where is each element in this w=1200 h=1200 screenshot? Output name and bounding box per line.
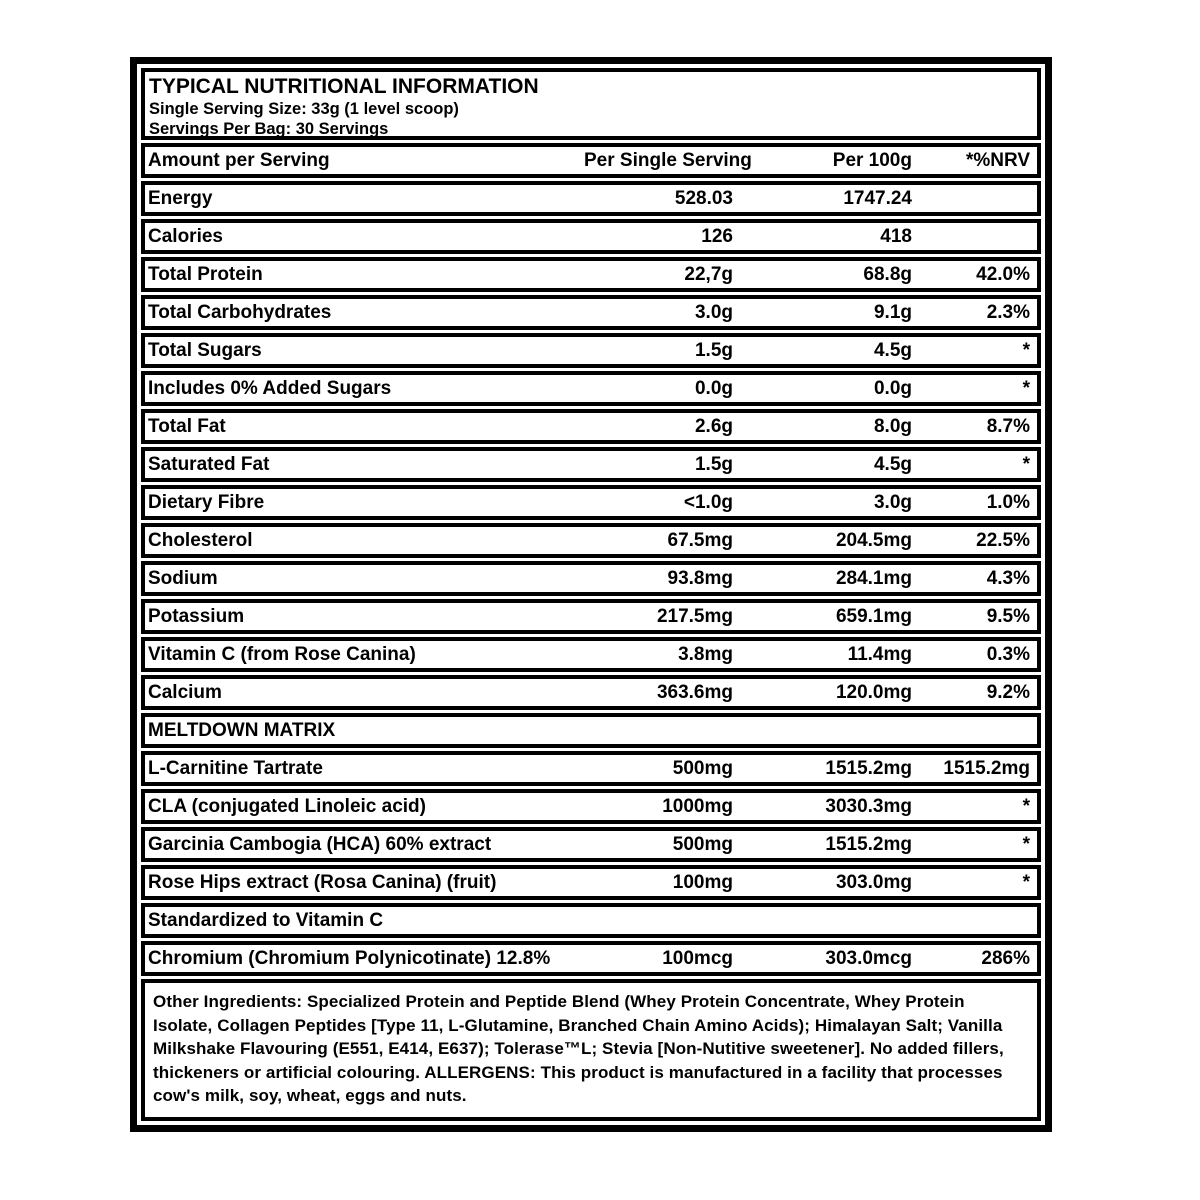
row-label: L-Carnitine Tartrate xyxy=(148,757,323,779)
row-per-100g-value: 0.0g xyxy=(873,377,912,399)
row-nrv-value: * xyxy=(1022,377,1030,399)
row-per-serving-value: 3.8mg xyxy=(678,643,733,665)
row-per-serving-value: 93.8mg xyxy=(667,567,733,589)
row-label: Saturated Fat xyxy=(148,453,270,475)
table-column-headers xyxy=(141,143,1041,178)
row-nrv-value: 9.5% xyxy=(986,605,1030,627)
table-row xyxy=(141,409,1041,444)
row-per-serving-value: 500mg xyxy=(672,757,733,779)
table-row xyxy=(141,751,1041,786)
row-per-serving-value: 100mcg xyxy=(662,947,733,969)
nutrition-label xyxy=(130,57,1052,1132)
row-label: Calories xyxy=(148,225,223,247)
row-nrv-value: 42.0% xyxy=(976,263,1030,285)
row-label: Sodium xyxy=(148,567,218,589)
row-nrv-value: 1.0% xyxy=(986,491,1030,513)
row-nrv-value: 8.7% xyxy=(986,415,1030,437)
column-header-per-100g: Per 100g xyxy=(832,149,912,171)
row-per-serving-value: 3.0g xyxy=(694,301,733,323)
section-label: MELTDOWN MATRIX xyxy=(148,719,336,741)
section-label: Standardized to Vitamin C xyxy=(148,909,384,931)
row-nrv-value: * xyxy=(1022,795,1030,817)
table-section-row xyxy=(141,903,1041,938)
row-per-100g-value: 303.0mcg xyxy=(825,947,912,969)
row-label: Rose Hips extract (Rosa Canina) (fruit) xyxy=(148,871,497,893)
row-nrv-value: 286% xyxy=(981,947,1030,969)
row-per-serving-value: 126 xyxy=(701,225,733,247)
row-per-100g-value: 9.1g xyxy=(873,301,912,323)
table-row xyxy=(141,257,1041,292)
row-per-serving-value: 1000mg xyxy=(662,795,733,817)
table-row xyxy=(141,561,1041,596)
row-per-100g-value: 11.4mg xyxy=(847,643,912,665)
row-nrv-value: * xyxy=(1022,453,1030,475)
table-row xyxy=(141,865,1041,900)
table-row xyxy=(141,447,1041,482)
table-row xyxy=(141,219,1041,254)
row-per-100g-value: 284.1mg xyxy=(835,567,912,589)
row-per-serving-value: 100mg xyxy=(672,871,733,893)
row-nrv-value: 0.3% xyxy=(986,643,1030,665)
row-label: Dietary Fibre xyxy=(148,491,265,513)
table-row xyxy=(141,675,1041,710)
label-title: TYPICAL NUTRITIONAL INFORMATION xyxy=(149,75,539,98)
row-nrv-value: * xyxy=(1022,871,1030,893)
row-nrv-value: 4.3% xyxy=(986,567,1030,589)
row-nrv-value: 22.5% xyxy=(976,529,1030,551)
row-nrv-value: 1515.2mg xyxy=(943,757,1030,779)
row-per-100g-value: 303.0mg xyxy=(835,871,912,893)
other-ingredients-text: Other Ingredients: Specialized Protein and Peptide Blend (Whey Protein Concentrate, Whey Protein Isolate, Collagen Peptides [Type 11, L-Glutamine, Branched Chain Amino Acids); Himalayan Salt; Vanilla Milkshake Flavouring (E551, E414, E637); Tolerase™L; Stevia [Non-Nutitive sweetener]. No added fillers, thickeners or artificial colouring. ALLERGENS: This product is manufactured in a facility that processes cow's milk, soy, wheat, eggs and nuts. xyxy=(153,992,1004,1105)
row-per-100g-value: 8.0g xyxy=(873,415,912,437)
row-label: Garcinia Cambogia (HCA) 60% extract xyxy=(148,833,492,855)
row-label: Energy xyxy=(148,187,213,209)
label-header xyxy=(141,68,1041,140)
row-per-serving-value: 0.0g xyxy=(694,377,733,399)
table-row xyxy=(141,827,1041,862)
table-row xyxy=(141,941,1041,976)
row-label: Calcium xyxy=(148,681,222,703)
column-header-per-serving: Per Single Serving xyxy=(584,149,752,171)
table-row xyxy=(141,789,1041,824)
row-per-serving-value: 1.5g xyxy=(694,339,733,361)
row-per-100g-value: 1515.2mg xyxy=(825,833,912,855)
row-label: Total Protein xyxy=(148,263,263,285)
row-label: Chromium (Chromium Polynicotinate) 12.8% xyxy=(148,947,551,969)
row-per-100g-value: 4.5g xyxy=(873,339,912,361)
table-section-row xyxy=(141,713,1041,748)
row-per-serving-value: 363.6mg xyxy=(656,681,733,703)
row-label: Total Carbohydrates xyxy=(148,301,332,323)
row-per-serving-value: 217.5mg xyxy=(656,605,733,627)
row-per-serving-value: 1.5g xyxy=(694,453,733,475)
row-nrv-value: * xyxy=(1022,339,1030,361)
column-header-nrv: *%NRV xyxy=(965,149,1030,171)
row-label: Potassium xyxy=(148,605,245,627)
table-row xyxy=(141,333,1041,368)
row-nrv-value: * xyxy=(1022,833,1030,855)
row-per-100g-value: 204.5mg xyxy=(835,529,912,551)
row-per-100g-value: 3030.3mg xyxy=(825,795,912,817)
serving-size-line: Single Serving Size: 33g (1 level scoop) xyxy=(149,100,459,118)
table-row xyxy=(141,181,1041,216)
table-row xyxy=(141,523,1041,558)
row-per-100g-value: 659.1mg xyxy=(835,605,912,627)
row-per-serving-value: 500mg xyxy=(672,833,733,855)
row-per-100g-value: 1515.2mg xyxy=(825,757,912,779)
row-per-100g-value: 418 xyxy=(880,225,912,247)
row-per-serving-value: 22,7g xyxy=(684,263,733,285)
row-per-100g-value: 68.8g xyxy=(863,263,912,285)
row-label: Vitamin C (from Rose Canina) xyxy=(148,643,416,665)
row-nrv-value: 2.3% xyxy=(986,301,1030,323)
row-per-serving-value: <1.0g xyxy=(683,491,733,513)
column-header-amount: Amount per Serving xyxy=(148,149,330,171)
other-ingredients-box xyxy=(141,979,1041,1121)
row-per-serving-value: 67.5mg xyxy=(667,529,733,551)
row-per-100g-value: 120.0mg xyxy=(835,681,912,703)
servings-per-bag-line: Servings Per Bag: 30 Servings xyxy=(149,120,389,138)
row-nrv-value: 9.2% xyxy=(986,681,1030,703)
row-per-serving-value: 528.03 xyxy=(674,187,733,209)
table-row xyxy=(141,371,1041,406)
row-label: Total Sugars xyxy=(148,339,262,361)
table-row xyxy=(141,599,1041,634)
row-per-100g-value: 3.0g xyxy=(873,491,912,513)
table-row xyxy=(141,637,1041,672)
row-per-serving-value: 2.6g xyxy=(694,415,733,437)
row-label: Cholesterol xyxy=(148,529,253,551)
nutrition-table-body xyxy=(141,181,1041,976)
row-label: Total Fat xyxy=(148,415,226,437)
row-per-100g-value: 4.5g xyxy=(873,453,912,475)
table-row xyxy=(141,485,1041,520)
table-row xyxy=(141,295,1041,330)
row-per-100g-value: 1747.24 xyxy=(843,187,912,209)
row-label: Includes 0% Added Sugars xyxy=(148,377,392,399)
row-label: CLA (conjugated Linoleic acid) xyxy=(148,795,426,817)
